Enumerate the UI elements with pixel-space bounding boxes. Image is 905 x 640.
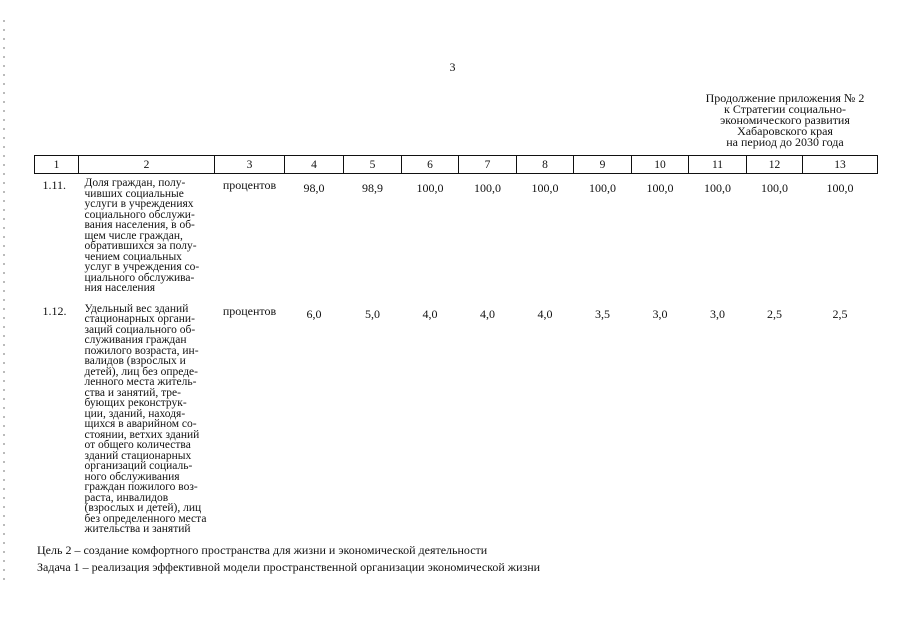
description-line: щихся в аварийном со- (84, 418, 197, 430)
value-cell: 3,0 (652, 306, 668, 321)
description-line: жительства и занятий (84, 523, 191, 535)
description-line: Доля граждан, полу- (84, 177, 186, 189)
description-line: бующих реконструк- (84, 397, 187, 409)
description-line: чивших социальные (84, 187, 184, 200)
description-line: щем числе граждан, (84, 229, 183, 242)
description-line: пожилого возраста, ин- (84, 344, 199, 357)
indicator-description (79, 174, 215, 294)
appendix-caption (680, 93, 890, 148)
description-line: обратившихся за полу- (84, 240, 197, 252)
description-line: услуги в учреждениях (84, 198, 194, 210)
unit-cell: процентов (222, 303, 277, 318)
scan-edge-artifact (3, 20, 5, 580)
description-line: ства и занятий, тре- (84, 386, 181, 399)
column-header: 5 (344, 156, 402, 174)
value-cell: 2,5 (767, 306, 782, 321)
description-line: (взрослых и детей), лиц (84, 502, 202, 514)
page-number: 3 (449, 60, 456, 74)
description-line: раста, инвалидов (84, 491, 169, 504)
description-line: граждан пожилого воз- (84, 481, 198, 493)
unit-cell: процентов (222, 178, 277, 192)
row-number: 1.12. (42, 303, 67, 318)
value-cell: 100,0 (826, 181, 854, 195)
column-header: 8 (517, 156, 574, 174)
appendix-line: Хабаровского края (737, 124, 833, 138)
table-header-row (35, 156, 878, 174)
column-header: 11 (689, 156, 747, 174)
goal-heading: Цель 2 – создание комфортного пространства для жизни и экономической деятельности (37, 543, 488, 557)
description-line: служивания граждан (84, 334, 187, 346)
column-header: 1 (35, 156, 79, 174)
column-header: 12 (747, 156, 803, 174)
appendix-line: на период до 2030 года (726, 135, 844, 149)
value-cell: 100,0 (589, 181, 616, 195)
appendix-line: к Стратегии социально- (724, 102, 846, 116)
value-cell: 2,5 (832, 306, 848, 321)
description-line: от общего количества (84, 439, 191, 451)
column-header: 4 (285, 156, 344, 174)
description-line: услуг в учреждения со- (84, 261, 200, 273)
value-cell: 6,0 (306, 306, 322, 321)
description-line: организаций социаль- (84, 460, 193, 472)
column-header: 6 (402, 156, 459, 174)
appendix-line: Продолжение приложения № 2 (705, 91, 865, 105)
description-line: циального обслужива- (84, 271, 195, 284)
description-line: вания населения, в об- (84, 219, 195, 231)
description-line: ции, зданий, находя- (84, 407, 186, 420)
value-cell: 100,0 (474, 181, 501, 195)
description-line: социального обслужи- (84, 208, 195, 221)
description-line: заций социального об- (84, 323, 196, 336)
description-line: ния населения (84, 282, 156, 294)
indicator-description (79, 300, 215, 535)
value-cell: 4,0 (537, 306, 553, 321)
value-cell: 3,0 (710, 306, 725, 321)
value-cell: 5,0 (365, 306, 380, 321)
table-row (35, 300, 878, 535)
description-line: Удельный вес зданий (84, 302, 189, 315)
description-line: ного обслуживания (84, 470, 180, 483)
description-line: чением социальных (84, 250, 182, 263)
column-header: 10 (632, 156, 689, 174)
column-header: 7 (459, 156, 517, 174)
value-cell: 100,0 (704, 181, 731, 195)
value-cell: 100,0 (646, 181, 674, 195)
value-cell: 100,0 (761, 181, 788, 195)
value-cell: 4,0 (422, 306, 438, 321)
description-line: стоянии, ветхих зданий (84, 428, 200, 441)
indicators-table (34, 155, 878, 535)
task-heading: Задача 1 – реализация эффективной модели пространственной организации экономической жизни (37, 560, 541, 574)
description-line: зданий стационарных (84, 449, 192, 462)
value-cell: 98,0 (303, 181, 325, 195)
appendix-line: экономического развития (720, 113, 850, 127)
description-line: без определенного места (84, 512, 207, 525)
description-line: стационарных органи- (84, 313, 195, 325)
column-header: 3 (215, 156, 285, 174)
value-cell: 3,5 (595, 306, 610, 321)
column-header: 2 (79, 156, 215, 174)
value-cell: 98,9 (362, 181, 383, 195)
row-number: 1.11. (42, 178, 67, 192)
description-line: детей), лиц без опреде- (84, 365, 198, 378)
description-line: ленного места житель- (84, 376, 197, 388)
column-header: 9 (574, 156, 632, 174)
table-row (35, 174, 878, 294)
column-header: 13 (803, 156, 878, 174)
value-cell: 100,0 (416, 181, 444, 195)
value-cell: 4,0 (480, 306, 495, 321)
description-line: валидов (взрослых и (84, 355, 186, 367)
value-cell: 100,0 (531, 181, 559, 195)
